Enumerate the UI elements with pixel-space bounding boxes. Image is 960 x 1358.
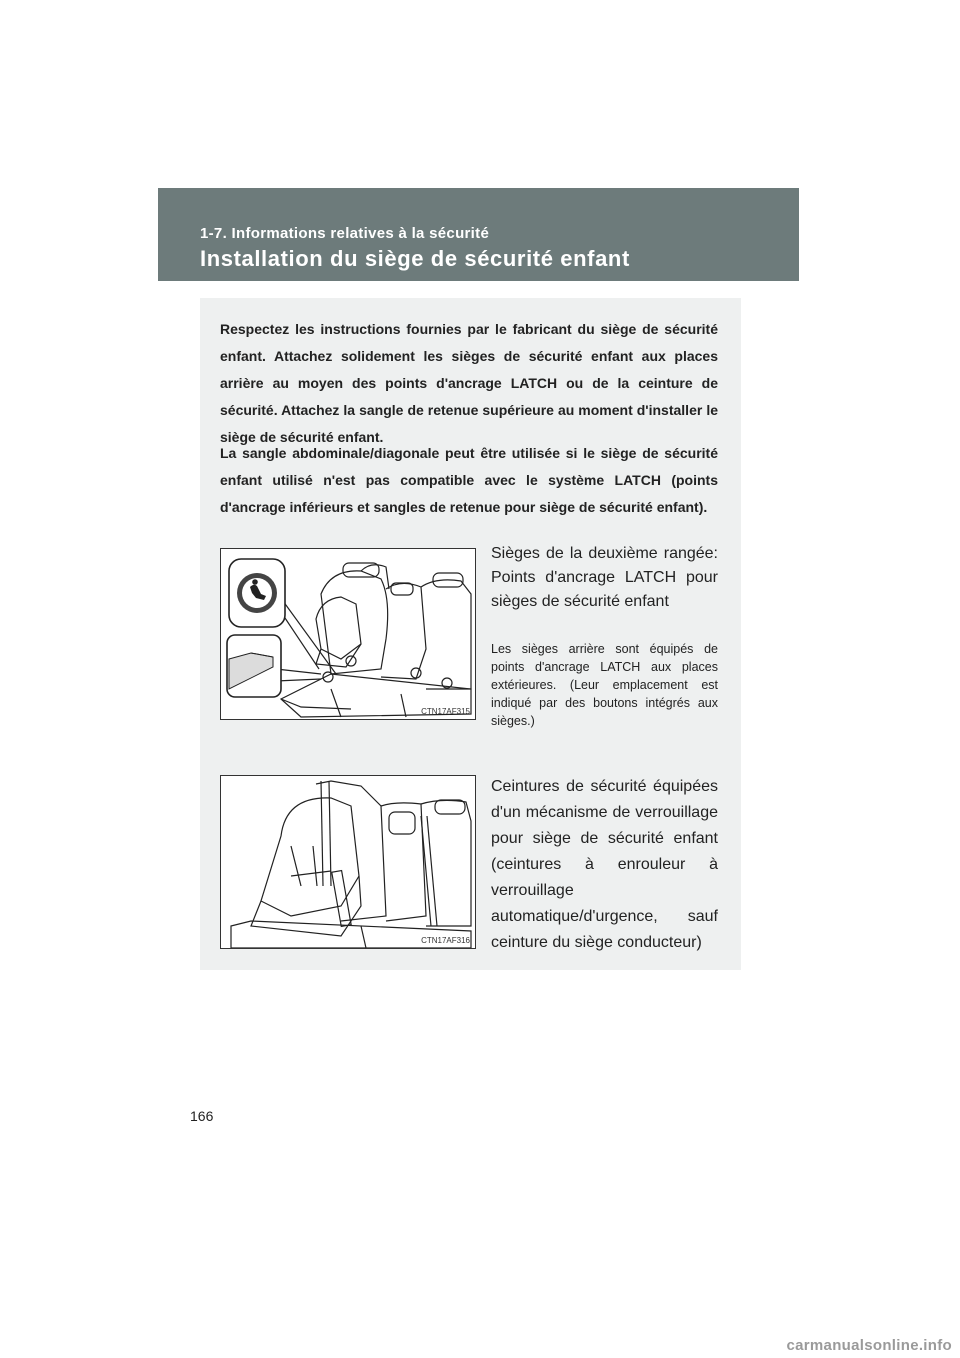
section-heading-seatbelt: Ceintures de sécurité équipées d'un mécanisme de verrouillage pour siège de sécurité enfant (ceintures à enrouleur à verrouillage automatique/d'urgence, sauf ceinture du siège conducteur)	[491, 778, 718, 951]
chapter-header	[158, 188, 799, 281]
section-heading-latch: Sièges de la deuxième rangée: Points d'ancrage LATCH pour sièges de sécurité enfant	[491, 545, 718, 610]
latch-anchor-illustration	[220, 548, 476, 720]
intro-paragraph-1: Respectez les instructions fournies par le fabricant du siège de sécurité enfant. Attachez solidement les sièges de sécurité enfant aux places arrière au moyen des points d'ancrage LATCH ou de la ceinture de sécurité. Attachez la sangle de retenue supérieure au moment d'installer le siège de sécurité enfant.	[220, 321, 718, 445]
figure-code: CTN17AF316	[421, 936, 470, 945]
seatbelt-child-seat-illustration	[220, 775, 476, 949]
figure-code: CTN17AF315	[421, 707, 470, 716]
section-body-latch: Les sièges arrière sont équipés de points d'ancrage LATCH aux places extérieures. (Leur emplacement est indiqué par des boutons intégrés aux sièges.)	[491, 642, 718, 728]
page-title: Installation du siège de sécurité enfant	[200, 246, 630, 271]
watermark-text: carmanualsonline.info	[786, 1337, 952, 1354]
section-label: 1-7. Informations relatives à la sécurité	[200, 225, 490, 242]
page-number: 166	[190, 1108, 214, 1124]
intro-paragraph-2: La sangle abdominale/diagonale peut être utilisée si le siège de sécurité enfant utilisé n'est pas compatible avec le système LATCH (points d'ancrage inférieurs et sangles de retenue pour siège de sécurité enfant).	[220, 445, 718, 515]
content-panel	[200, 298, 741, 970]
seatbelt-seat-drawing	[221, 776, 476, 949]
latch-seat-drawing	[221, 549, 476, 720]
